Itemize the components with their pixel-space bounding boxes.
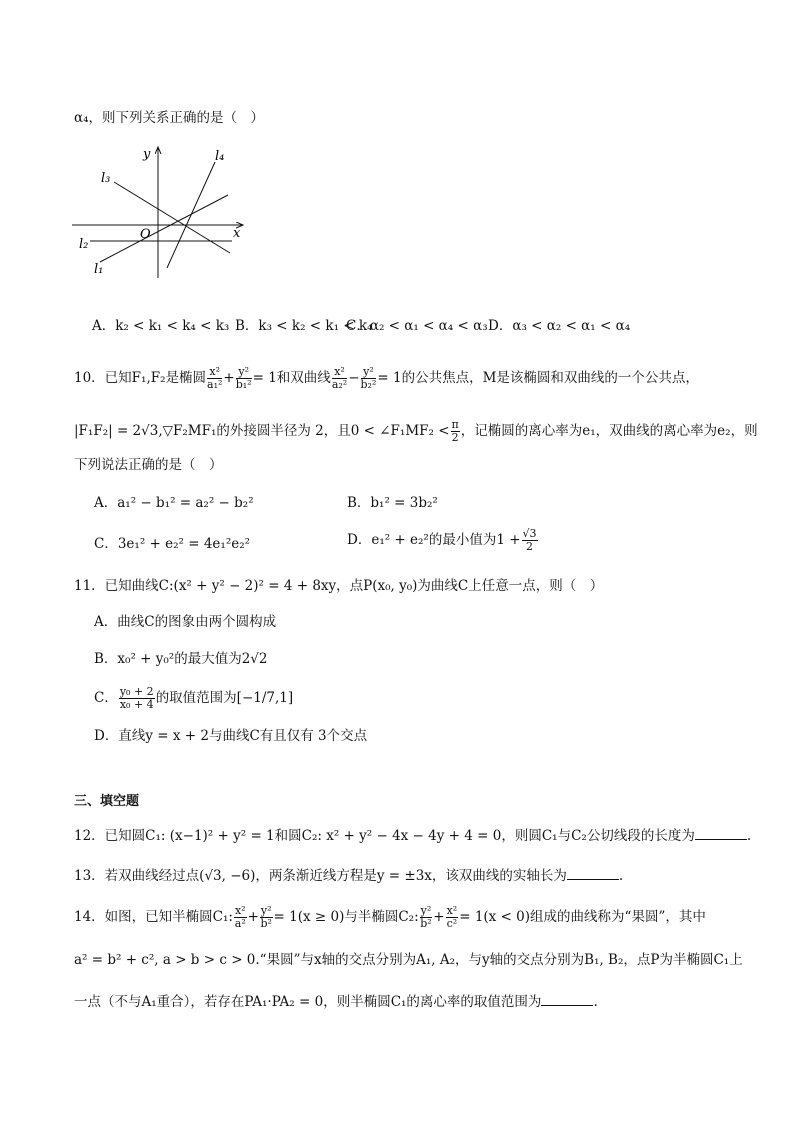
label-l3: l₃ — [101, 171, 111, 186]
q14-line1: 14．如图，已知半椭圆C₁: $\frac{\text{x²}}{\text{a²}}$ + $\frac{\text{y²}}{\text{b²}}$ = 1(x ≥ 0)与半椭圆C₂: $\frac{\text{y²}}{\text{b²}}$ + $\frac{\text{x²}}{\text{c²}}$ = 1(x < 0)组成的曲线称为“果圆”，其中 — [74, 904, 706, 930]
label-y: y — [143, 147, 151, 162]
line-l3 — [114, 182, 230, 253]
q14-line2: a² = b² + c², a > b > c > 0.“果圆”与x轴的交点分别为A₁, A₂，与y轴的交点分别为B₁, B₂，点P为半椭圆C₁上 — [74, 952, 743, 968]
q9-option-b[interactable]: B．k₃ < k₂ < k₁ < k₄ — [235, 318, 373, 334]
label-origin: O — [140, 227, 151, 242]
section-heading: 三、填空题 — [74, 794, 140, 809]
q11-option-a[interactable]: A．曲线C的图象由两个圆构成 — [94, 614, 277, 630]
q10-option-d[interactable]: D．e₁² + e₂²的最小值为1 + $\frac{√3}{2}$ — [347, 527, 537, 553]
q9-graph — [70, 140, 250, 280]
q11-option-d[interactable]: D．直线y = x + 2与曲线C有且仅有 3个交点 — [94, 728, 368, 744]
q11-option-b[interactable]: B．x₀² + y₀²的最大值为2√2 — [94, 651, 268, 667]
q13-answer-blank[interactable] — [567, 867, 619, 880]
q14-answer-blank[interactable] — [541, 993, 593, 1006]
q11-stem: 11．已知曲线C:(x² + y² − 2)² = 4 + 8xy，点P(x₀, y₀)为曲线C上任意一点，则（ ） — [74, 578, 604, 594]
q10-line3: 下列说法正确的是（ ） — [74, 457, 223, 473]
q10-line1: 10．已知F₁,F₂是椭圆 $\frac{\text{x²}}{\text{a₁²}}$ + $\frac{\text{y²}}{\text{b₁²}}$ = 1和双曲线 $\frac{\text{x²}}{\text{a₂²}}$ − $\frac{\text{y²}}{\text{b₂²}}$ = 1的公共焦点，M是该椭圆和双曲线的一个公共点， — [74, 365, 699, 391]
q10-option-a[interactable]: A．a₁² − b₁² = a₂² − b₂² — [94, 495, 254, 511]
line-l4 — [167, 162, 215, 268]
q14-line3: 一点（不与A₁重合），若存在PA₁·PA₂ = 0，则半椭圆C₁的离心率的取值范围为 . — [74, 994, 598, 1010]
label-l4: l₄ — [215, 149, 225, 164]
label-x: x — [233, 226, 241, 241]
line-l1 — [100, 195, 228, 262]
q9-option-a[interactable]: A．k₂ < k₁ < k₄ < k₃ — [92, 318, 230, 334]
q9-stem-tail: α₄，则下列关系正确的是（ ） — [74, 110, 265, 126]
q12-answer-blank[interactable] — [695, 827, 747, 840]
q13: 13．若双曲线经过点(√3, −6)，两条渐近线方程是y = ±3x，该双曲线的实轴长为 . — [74, 868, 624, 884]
q10-option-b[interactable]: B．b₁² = 3b₂² — [347, 495, 438, 511]
q12: 12．已知圆C₁: (x−1)² + y² = 1和圆C₂: x² + y² − 4x − 4y + 4 = 0，则圆C₁与C₂公切线段的长度为 . — [74, 828, 752, 844]
label-l2: l₂ — [79, 237, 89, 252]
q10-option-c[interactable]: C．3e₁² + e₂² = 4e₁²e₂² — [94, 536, 251, 552]
q11-option-c[interactable]: C． $\frac{\text{y₀ + 2}}{\text{x₀ + 4}}$ 的取值范围为[−1/7,1] — [94, 685, 294, 711]
q9-option-c[interactable]: C．α₂ < α₁ < α₄ < α₃ — [346, 318, 488, 334]
q10-line2: |F₁F₂| = 2√3,▽F₂MF₁的外接圆半径为 2，且0 < ∠F₁MF₂ < $\frac{\pi}{2}$ ，记椭圆的离心率为e₁，双曲线的离心率为e₂，则 — [74, 418, 758, 444]
label-l1: l₁ — [94, 262, 104, 277]
q9-option-d[interactable]: D．α₃ < α₂ < α₁ < α₄ — [488, 318, 631, 334]
